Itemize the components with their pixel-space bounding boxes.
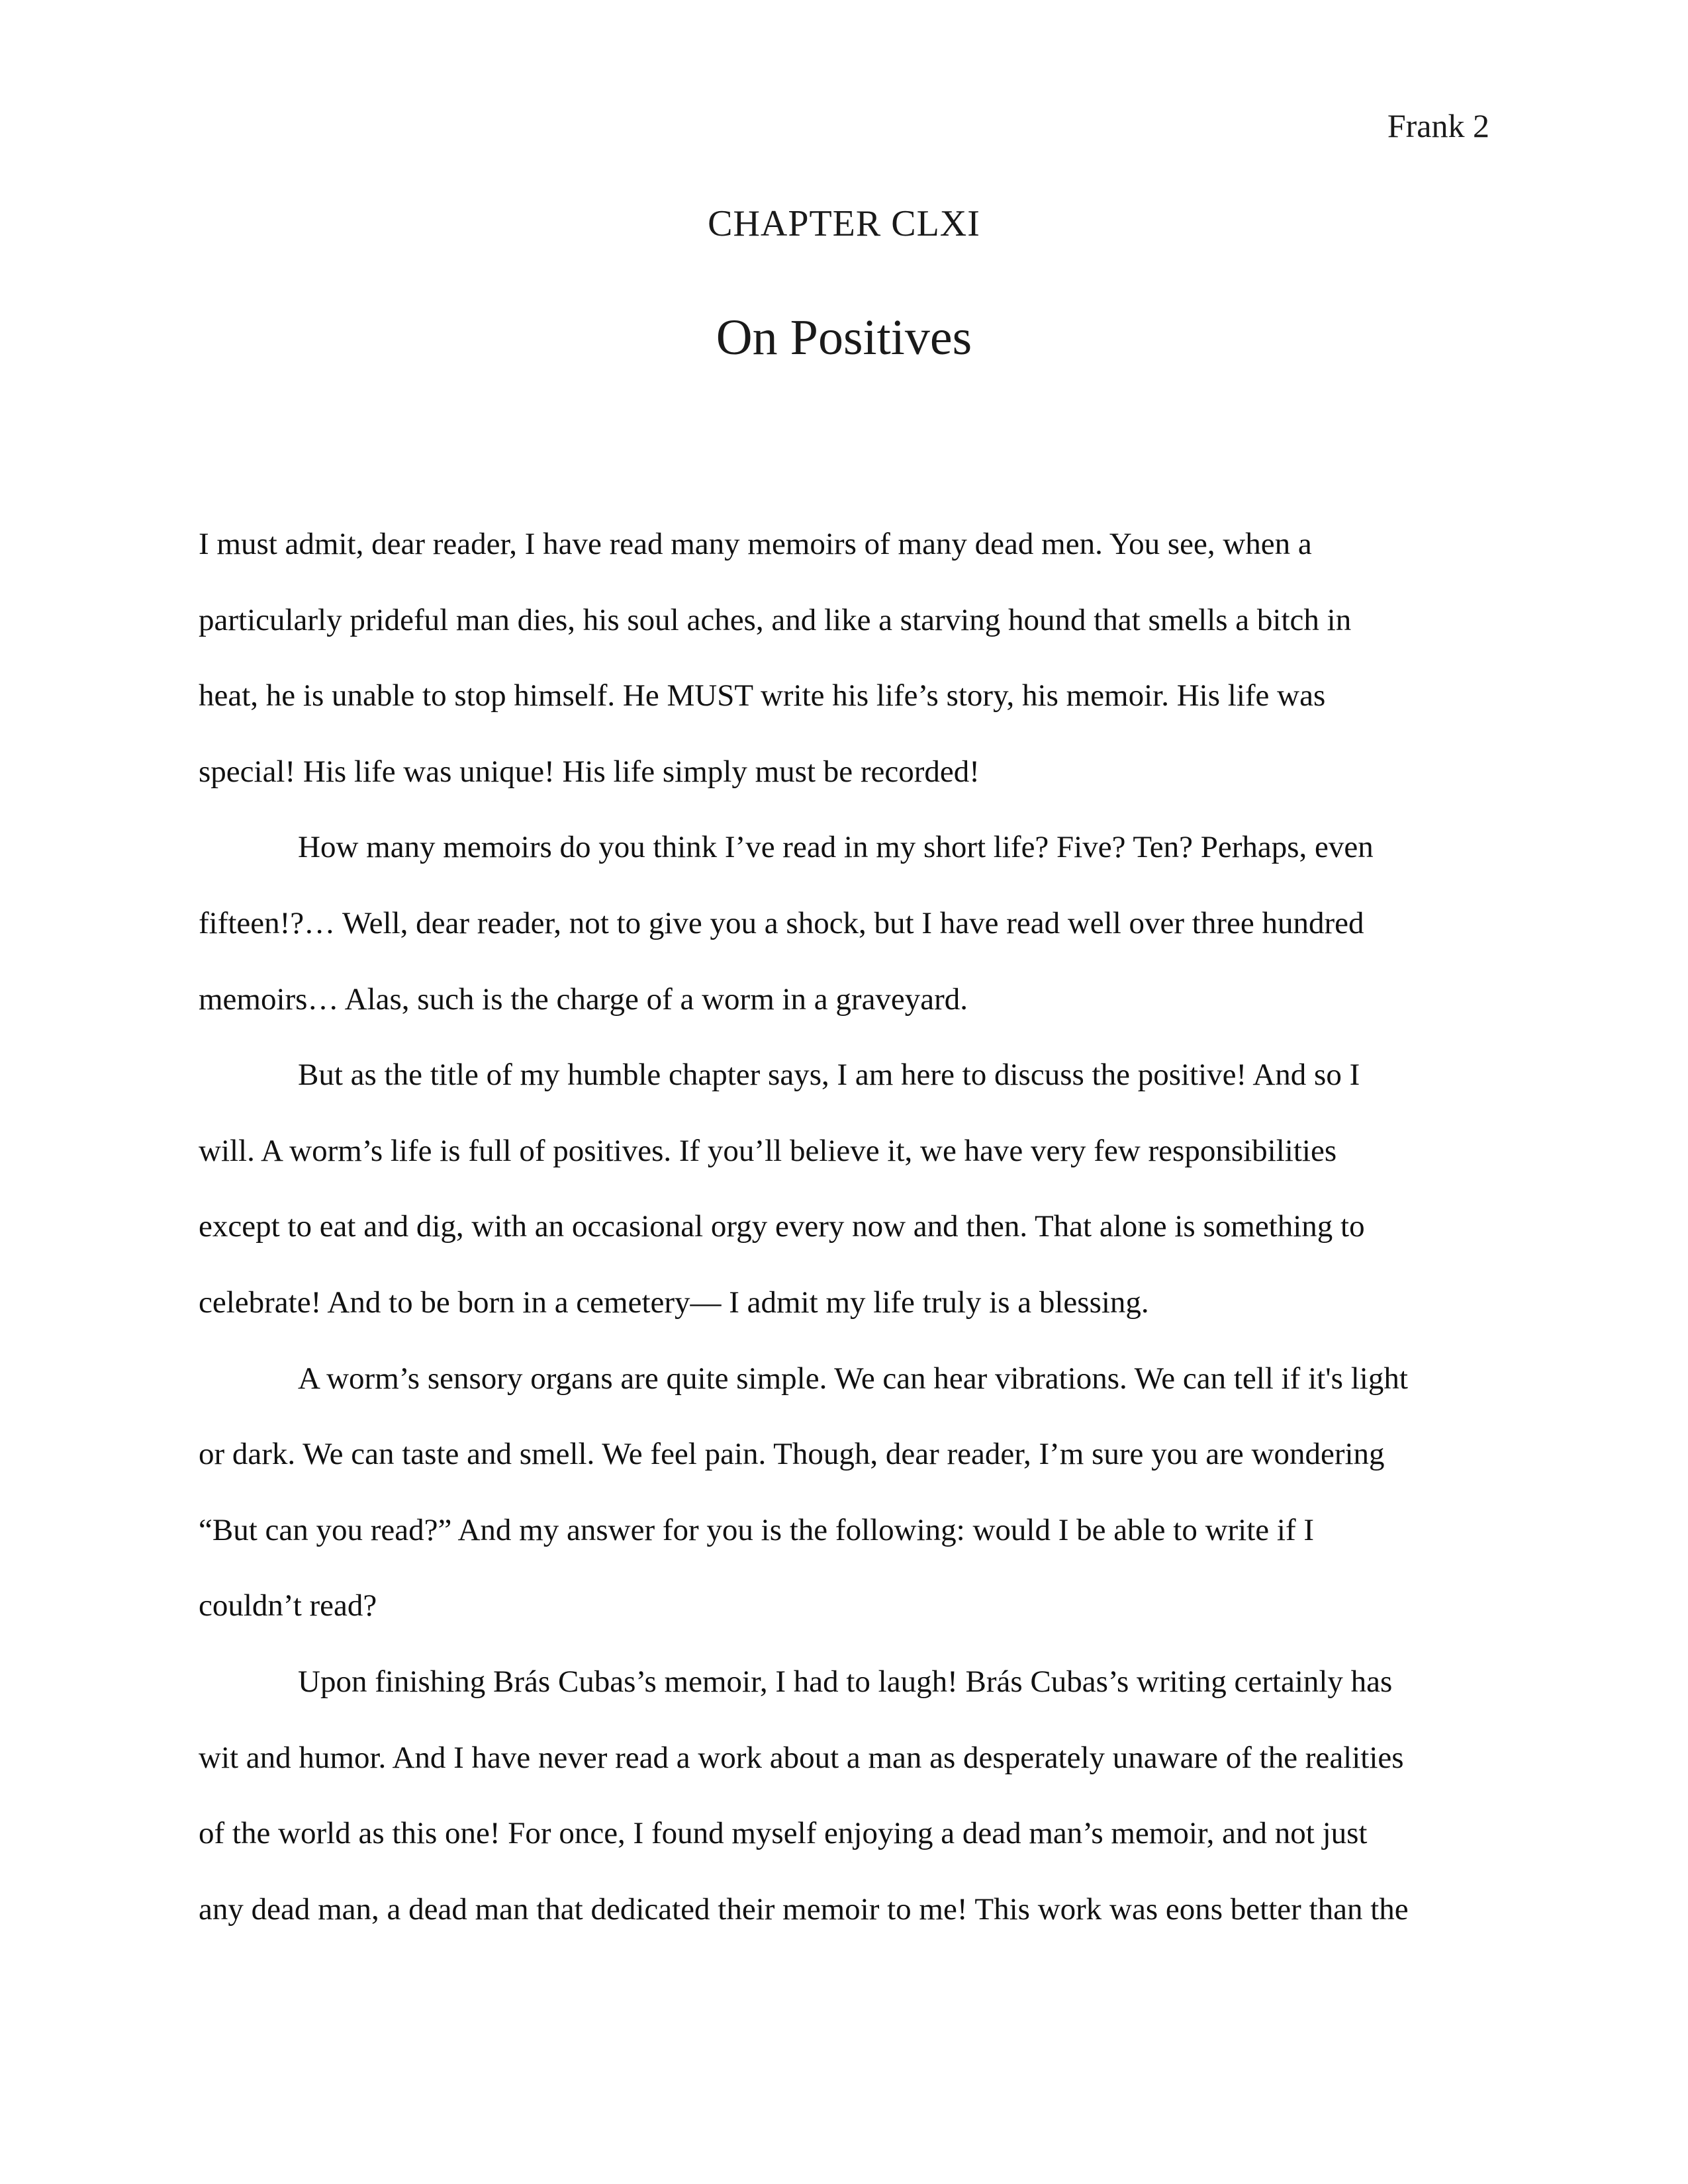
body-line: celebrate! And to be born in a cemetery— I admit my life truly is a blessing. [199,1285,1149,1320]
body-line: special! His life was unique! His life simply must be recorded! [199,754,980,789]
chapter-title: On Positives [716,310,972,365]
body-line: memoirs… Alas, such is the charge of a worm in a graveyard. [199,981,968,1017]
body-line: wit and humor. And I have never read a work about a man as desperately unaware of the realities [199,1740,1404,1775]
body-line: Upon finishing Brás Cubas’s memoir, I had to laugh! Brás Cubas’s writing certainly has [298,1664,1393,1699]
body-line: A worm’s sensory organs are quite simple. We can hear vibrations. We can tell if it's light [298,1361,1408,1396]
body-text [199,506,1489,1947]
body-line: But as the title of my humble chapter says, I am here to discuss the positive! And so I [298,1058,1360,1093]
body-line: couldn’t read? [199,1588,377,1623]
running-header: Frank 2 [1387,107,1489,144]
body-line: How many memoirs do you think I’ve read in my short life? Five? Ten? Perhaps, even [298,830,1374,865]
body-line: “But can you read?” And my answer for you is the following: would I be able to write if I [199,1512,1315,1547]
body-line: any dead man, a dead man that dedicated their memoir to me! This work was eons better than the [199,1891,1409,1927]
body-line: heat, he is unable to stop himself. He MUST write his life’s story, his memoir. His life was [199,678,1326,713]
body-line: particularly prideful man dies, his soul aches, and like a starving hound that smells a bitch in [199,602,1352,637]
body-line: or dark. We can taste and smell. We feel pain. Though, dear reader, I’m sure you are wondering [199,1437,1385,1472]
body-line: except to eat and dig, with an occasional orgy every now and then. That alone is something to [199,1209,1365,1244]
body-line: of the world as this one! For once, I found myself enjoying a dead man’s memoir, and not just [199,1816,1368,1851]
body-line: I must admit, dear reader, I have read many memoirs of many dead men. You see, when a [199,527,1312,561]
body-line: fifteen!?… Well, dear reader, not to give you a shock, but I have read well over three hundred [199,905,1364,940]
body-line: will. A worm’s life is full of positives. If you’ll believe it, we have very few responsibilities [199,1133,1337,1168]
chapter-number: CHAPTER CLXI [708,203,980,244]
